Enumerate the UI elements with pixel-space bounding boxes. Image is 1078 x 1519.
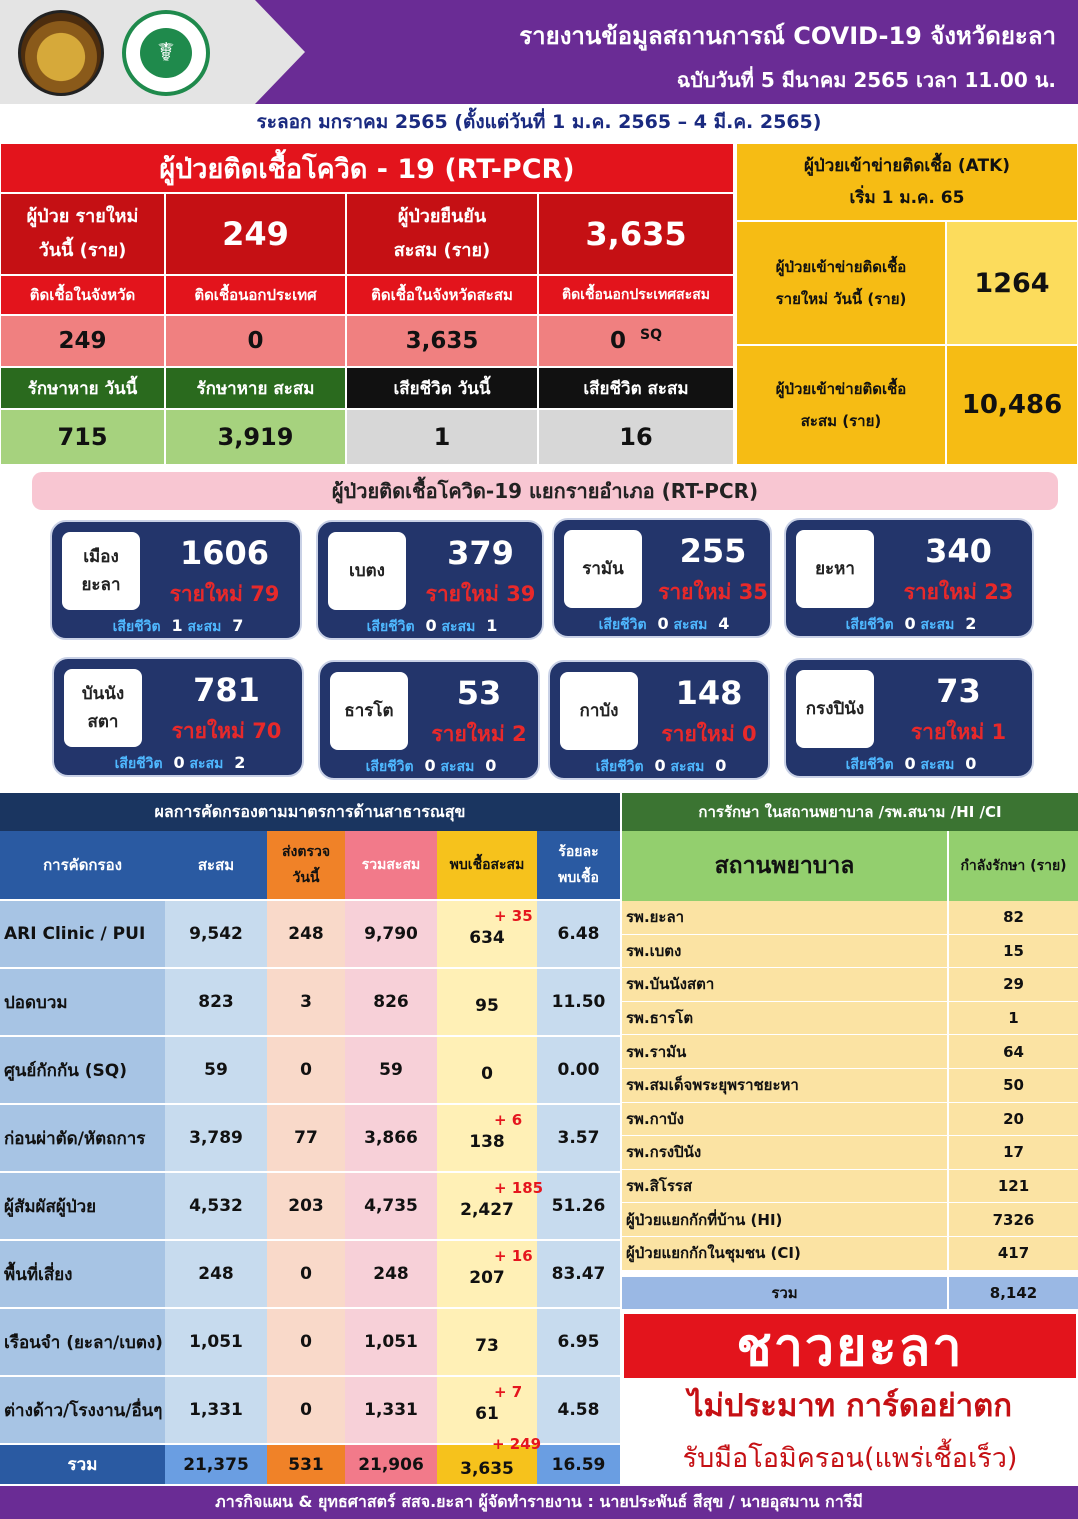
screening-cell-name: เรือนจำ (ยะลา/เบตง) <box>0 1309 165 1377</box>
hospital-name: รพ.สมเด็จพระยุพราชยะหา <box>622 1069 947 1102</box>
report-title: รายงานข้อมูลสถานการณ์ COVID-19 จังหวัดยะลา <box>519 22 1056 50</box>
screening-cell-cum: 4,532 <box>165 1173 267 1241</box>
screening-new-found: + 7 <box>494 1383 523 1401</box>
death-today: 0 <box>654 756 666 775</box>
screening-cell-found: 2,427 <box>437 1173 537 1241</box>
hospital-name: รพ.เบตง <box>622 935 947 968</box>
screening-new-found: + 6 <box>494 1111 523 1129</box>
cum-label: สะสม <box>920 617 955 633</box>
district-new: รายใหม่ 23 <box>903 580 1014 604</box>
sq-note: SQ <box>640 327 662 343</box>
district-total: 53 <box>456 674 502 712</box>
atk-new-label-line1: ผู้ป่วยเข้าข่ายติดเชื้อ <box>775 258 907 276</box>
confirmed-value: 3,635 <box>538 193 734 275</box>
hospital-header-value: กำลังรักษา (ราย) <box>949 831 1078 901</box>
screening-new-found: + 35 <box>494 907 533 925</box>
screening-header-pct-line1: ร้อยละ <box>558 844 599 860</box>
district-deaths <box>328 616 536 638</box>
atk-title <box>736 143 1078 221</box>
district-card-raman <box>552 518 772 638</box>
recovered-today-value: 715 <box>0 409 165 465</box>
in-province-value: 249 <box>0 315 165 367</box>
screening-cell-found: 95 <box>437 969 537 1037</box>
district-new: รายใหม่ 2 <box>431 722 527 746</box>
new-today-value: 249 <box>165 193 346 275</box>
district-name-line2: ยะลา <box>81 575 121 595</box>
screening-title: ผลการคัดกรองตามมาตรการด้านสาธารณสุข <box>0 793 620 831</box>
death-today-label: เสียชีวิต วันนี้ <box>346 367 538 409</box>
screening-cell-name: ARI Clinic / PUI <box>0 901 165 969</box>
hospital-row <box>622 1170 1078 1204</box>
district-total: 781 <box>193 671 260 709</box>
hospital-name: รพ.กาบัง <box>622 1103 947 1136</box>
screening-cell-found: 138 <box>437 1105 537 1173</box>
district-name-line1: บันนัง <box>81 684 125 704</box>
hospital-row <box>622 1069 1078 1103</box>
hospital-value: 15 <box>949 935 1078 968</box>
death-label: เสียชีวิต <box>365 759 414 775</box>
death-today-value: 1 <box>346 409 538 465</box>
death-label: เสียชีวิต <box>598 617 647 633</box>
hospital-name: ผู้ป่วยแยกกักในชุมชน (CI) <box>622 1237 947 1270</box>
district-deaths <box>64 753 296 775</box>
hospital-title: การรักษา ในสถานพยาบาล /รพ.สนาม /HI /CI <box>622 793 1078 831</box>
death-label: เสียชีวิต <box>114 756 163 772</box>
death-today: 0 <box>904 614 916 633</box>
district-deaths <box>564 614 764 636</box>
screening-cell-cum: 1,331 <box>165 1377 267 1445</box>
hospital-name: ผู้ป่วยแยกกักที่บ้าน (HI) <box>622 1203 947 1236</box>
atk-new-value: 1264 <box>946 221 1078 345</box>
confirmed-label-line1: ผู้ป่วยยืนยัน <box>397 206 487 227</box>
screening-cell-name: ก่อนผ่าตัด/หัตถการ <box>0 1105 165 1173</box>
screening-new-found: + 185 <box>494 1179 544 1197</box>
screening-cell-today: 0 <box>267 1037 345 1105</box>
hospital-value: 121 <box>949 1170 1078 1203</box>
district-new: รายใหม่ 79 <box>169 582 280 606</box>
district-name-line1: เบตง <box>349 561 385 581</box>
hospital-row <box>622 1002 1078 1036</box>
screening-cell-today: 0 <box>267 1309 345 1377</box>
district-deaths <box>62 616 294 638</box>
district-name-line1: ธารโต <box>344 701 394 721</box>
cum-label: สะสม <box>920 757 955 773</box>
new-today-label <box>0 193 165 275</box>
screening-header-today-line2: วันนี้ <box>292 870 320 886</box>
district-total: 1606 <box>179 534 270 572</box>
district-card-krong-pinang <box>784 658 1034 778</box>
screening-cell-name: ผู้สัมผัสผู้ป่วย <box>0 1173 165 1241</box>
slogan-line2: ไม่ประมาท การ์ดอย่าตก <box>687 1388 1013 1424</box>
screening-cell-sum: 21,906 <box>345 1445 437 1486</box>
screening-cell-found: 207 <box>437 1241 537 1309</box>
death-cum: 0 <box>485 756 497 775</box>
district-card-mueang <box>50 520 302 640</box>
screening-cell-sum: 248 <box>345 1241 437 1309</box>
district-name <box>564 530 642 608</box>
hospital-value: 417 <box>949 1237 1078 1270</box>
screening-cell-today: 203 <box>267 1173 345 1241</box>
abroad-cum-label: ติดเชื้อนอกประเทศสะสม <box>538 275 734 315</box>
screening-cell-today: 531 <box>267 1445 345 1486</box>
district-name <box>560 672 638 750</box>
district-card-yaha <box>784 518 1034 638</box>
hospital-row <box>622 1237 1078 1271</box>
screening-cell-cum: 59 <box>165 1037 267 1105</box>
district-name <box>328 532 406 610</box>
screening-cell-today: 0 <box>267 1377 345 1445</box>
report-date: ฉบับวันที่ 5 มีนาคม 2565 เวลา 11.00 น. <box>676 68 1056 92</box>
death-label: เสียชีวิต <box>845 757 894 773</box>
hospital-name: รพ.รามัน <box>622 1035 947 1068</box>
hospital-value: 7326 <box>949 1203 1078 1236</box>
screening-cell-pct: 83.47 <box>537 1241 620 1309</box>
death-today: 1 <box>171 616 183 635</box>
district-total: 255 <box>679 532 747 570</box>
hospital-row <box>622 1203 1078 1237</box>
death-cum: 0 <box>965 754 977 773</box>
hospital-row <box>622 1136 1078 1170</box>
district-deaths <box>560 756 762 778</box>
death-label: เสียชีวิต <box>112 619 161 635</box>
district-total: 148 <box>675 674 743 712</box>
screening-header-found: พบเชื้อสะสม <box>437 831 537 901</box>
district-new: รายใหม่ 39 <box>425 582 536 606</box>
death-cum: 7 <box>232 616 244 635</box>
slogan-line3: รับมือโอมิครอน(แพร่เชื้อเร็ว) <box>682 1442 1018 1474</box>
screening-cell-pct: 11.50 <box>537 969 620 1037</box>
district-total: 379 <box>447 534 514 572</box>
screening-header-cum: สะสม <box>165 831 267 901</box>
screening-cell-pct: 6.95 <box>537 1309 620 1377</box>
district-name <box>62 532 140 610</box>
death-today: 0 <box>173 753 185 772</box>
screening-cell-sum: 1,331 <box>345 1377 437 1445</box>
atk-new-label <box>736 221 946 345</box>
district-name <box>796 670 874 748</box>
hospital-header-name: สถานพยาบาล <box>622 831 947 901</box>
screening-cell-today: 0 <box>267 1241 345 1309</box>
screening-header-name: การคัดกรอง <box>0 831 165 901</box>
death-cum: 0 <box>715 756 727 775</box>
hospital-name: รพ.สิโรรส <box>622 1170 947 1203</box>
cum-label: สะสม <box>440 759 475 775</box>
district-card-betong <box>316 520 544 640</box>
district-card-kabang <box>548 660 770 780</box>
pcr-title: ผู้ป่วยติดเชื้อโควิด - 19 (RT-PCR) <box>0 143 734 193</box>
district-name-line1: รามัน <box>582 559 624 579</box>
hospital-value: 50 <box>949 1069 1078 1102</box>
screening-cell-cum: 248 <box>165 1241 267 1309</box>
hospital-name: รพ.ยะลา <box>622 901 947 934</box>
screening-cell-pct: 51.26 <box>537 1173 620 1241</box>
screening-cell-found: 3,635 <box>437 1445 537 1486</box>
footer-credits: ภารกิจแผน & ยุทธศาสตร์ สสจ.ยะลา ผู้จัดทำรายงาน : นายประพันธ์ สีสุข / นายอุสมาน การีมี <box>0 1486 1078 1519</box>
screening-header-sum: รวมสะสม <box>345 831 437 901</box>
atk-cum-label <box>736 345 946 465</box>
cum-label: สะสม <box>670 759 705 775</box>
death-cum: 1 <box>486 616 498 635</box>
screening-cell-found: 0 <box>437 1037 537 1105</box>
hospital-value: 82 <box>949 901 1078 934</box>
death-label: เสียชีวิต <box>845 617 894 633</box>
confirmed-label-line2: สะสม (ราย) <box>393 240 491 261</box>
district-name <box>796 530 874 608</box>
new-today-label-line2: วันนี้ (ราย) <box>38 240 127 261</box>
cum-label: สะสม <box>189 756 224 772</box>
screening-cell-cum: 21,375 <box>165 1445 267 1486</box>
district-new: รายใหม่ 1 <box>910 720 1007 744</box>
death-cum: 2 <box>234 753 246 772</box>
slogan-line1: ชาวยะลา <box>624 1314 1076 1378</box>
screening-cell-found: 73 <box>437 1309 537 1377</box>
screening-cell-found: 61 <box>437 1377 537 1445</box>
in-province-cum-value: 3,635 <box>346 315 538 367</box>
in-province-label: ติดเชื้อในจังหวัด <box>0 275 165 315</box>
screening-cell-found: 634 <box>437 901 537 969</box>
hospital-value: 20 <box>949 1103 1078 1136</box>
confirmed-label <box>346 193 538 275</box>
screening-header-pct-line2: พบเชื้อ <box>558 870 599 886</box>
atk-title-line1: ผู้ป่วยเข้าข่ายติดเชื้อ (ATK) <box>803 156 1011 176</box>
district-deaths <box>330 756 532 778</box>
screening-header-pct <box>537 831 620 901</box>
district-name <box>330 672 408 750</box>
district-banner: ผู้ป่วยติดเชื้อโควิด-19 แยกรายอำเภอ (RT-PCR) <box>32 472 1058 510</box>
death-cum-value: 16 <box>538 409 734 465</box>
screening-cell-pct: 6.48 <box>537 901 620 969</box>
screening-cell-name: รวม <box>0 1445 165 1486</box>
district-name <box>64 669 142 747</box>
district-name-line1: กรงปินัง <box>805 699 865 719</box>
screening-cell-cum: 823 <box>165 969 267 1037</box>
screening-cell-sum: 3,866 <box>345 1105 437 1173</box>
hospital-value: 29 <box>949 968 1078 1001</box>
screening-cell-pct: 16.59 <box>537 1445 620 1486</box>
screening-cell-pct: 3.57 <box>537 1105 620 1173</box>
screening-cell-name: ศูนย์กักกัน (SQ) <box>0 1037 165 1105</box>
district-deaths <box>796 754 1026 776</box>
death-label: เสียชีวิต <box>595 759 644 775</box>
hospital-name: รพ.ธารโต <box>622 1002 947 1035</box>
district-name-line1: กาบัง <box>579 701 619 721</box>
recovered-cum-label: รักษาหาย สะสม <box>165 367 346 409</box>
cum-label: สะสม <box>187 619 222 635</box>
atk-cum-value: 10,486 <box>946 345 1078 465</box>
caduceus-icon: ☤ <box>140 28 192 78</box>
death-cum: 2 <box>965 614 977 633</box>
recovered-cum-value: 3,919 <box>165 409 346 465</box>
cum-label: สะสม <box>673 617 708 633</box>
screening-cell-today: 248 <box>267 901 345 969</box>
abroad-value: 0 <box>165 315 346 367</box>
province-seal-logo <box>18 10 104 96</box>
hospital-value: 64 <box>949 1035 1078 1068</box>
death-label: เสียชีวิต <box>366 619 415 635</box>
atk-cum-label-line2: สะสม (ราย) <box>800 412 882 430</box>
screening-cell-name: ต่างด้าว/โรงงาน/อื่นๆ <box>0 1377 165 1445</box>
screening-cell-name: พื้นที่เสี่ยง <box>0 1241 165 1309</box>
abroad-cum-value: 0 <box>610 328 627 354</box>
district-deaths <box>796 614 1026 636</box>
hospital-row <box>622 901 1078 935</box>
screening-cell-cum: 1,051 <box>165 1309 267 1377</box>
screening-cell-pct: 4.58 <box>537 1377 620 1445</box>
district-total: 73 <box>936 672 981 710</box>
hospital-row <box>622 968 1078 1002</box>
hospital-name: รพ.บันนังสตา <box>622 968 947 1001</box>
district-name-line1: ยะหา <box>815 559 855 579</box>
screening-cell-pct: 0.00 <box>537 1037 620 1105</box>
district-total: 340 <box>925 532 992 570</box>
abroad-label: ติดเชื้อนอกประเทศ <box>165 275 346 315</box>
screening-cell-sum: 9,790 <box>345 901 437 969</box>
in-province-cum-label: ติดเชื้อในจังหวัดสะสม <box>346 275 538 315</box>
district-name-line2: สตา <box>87 712 119 732</box>
atk-title-line2: เริ่ม 1 ม.ค. 65 <box>849 188 965 208</box>
hospital-row <box>622 1103 1078 1137</box>
death-cum: 4 <box>718 614 730 633</box>
screening-cell-sum: 4,735 <box>345 1173 437 1241</box>
district-name-line1: เมือง <box>83 547 119 567</box>
cum-label: สะสม <box>441 619 476 635</box>
hospital-value: 17 <box>949 1136 1078 1169</box>
hospital-row <box>622 1035 1078 1069</box>
abroad-cum-value-cell <box>538 315 734 367</box>
hospital-value: 1 <box>949 1002 1078 1035</box>
screening-cell-sum: 1,051 <box>345 1309 437 1377</box>
district-new: รายใหม่ 35 <box>658 580 768 604</box>
screening-cell-sum: 59 <box>345 1037 437 1105</box>
district-new: รายใหม่ 0 <box>661 722 757 746</box>
screening-cell-sum: 826 <box>345 969 437 1037</box>
report-period: ระลอก มกราคม 2565 (ตั้งแต่วันที่ 1 ม.ค. 2565 – 4 มี.ค. 2565) <box>256 111 822 133</box>
new-today-label-line1: ผู้ป่วย รายใหม่ <box>26 206 139 227</box>
district-card-than-to <box>318 660 540 780</box>
hospital-total-label: รวม <box>622 1277 947 1309</box>
screening-cell-cum: 3,789 <box>165 1105 267 1173</box>
atk-new-label-line2: รายใหม่ วันนี้ (ราย) <box>775 290 907 308</box>
screening-cell-today: 77 <box>267 1105 345 1173</box>
district-new: รายใหม่ 70 <box>171 719 282 743</box>
hospital-total-value: 8,142 <box>949 1277 1078 1309</box>
atk-cum-label-line1: ผู้ป่วยเข้าข่ายติดเชื้อ <box>775 380 907 398</box>
screening-cell-today: 3 <box>267 969 345 1037</box>
screening-header-today <box>267 831 345 901</box>
death-cum-label: เสียชีวิต สะสม <box>538 367 734 409</box>
screening-new-found: + 16 <box>494 1247 533 1265</box>
screening-new-found: + 249 <box>492 1435 542 1453</box>
hospital-name: รพ.กรงปินัง <box>622 1136 947 1169</box>
screening-cell-cum: 9,542 <box>165 901 267 969</box>
death-today: 0 <box>425 616 437 635</box>
death-today: 0 <box>424 756 436 775</box>
recovered-today-label: รักษาหาย วันนี้ <box>0 367 165 409</box>
death-today: 0 <box>904 754 916 773</box>
death-today: 0 <box>657 614 669 633</box>
screening-header-today-line1: ส่งตรวจ <box>281 844 331 860</box>
district-card-bannang-sata <box>52 657 304 777</box>
screening-cell-name: ปอดบวม <box>0 969 165 1037</box>
ministry-of-public-health-logo <box>122 10 210 96</box>
hospital-row <box>622 935 1078 969</box>
